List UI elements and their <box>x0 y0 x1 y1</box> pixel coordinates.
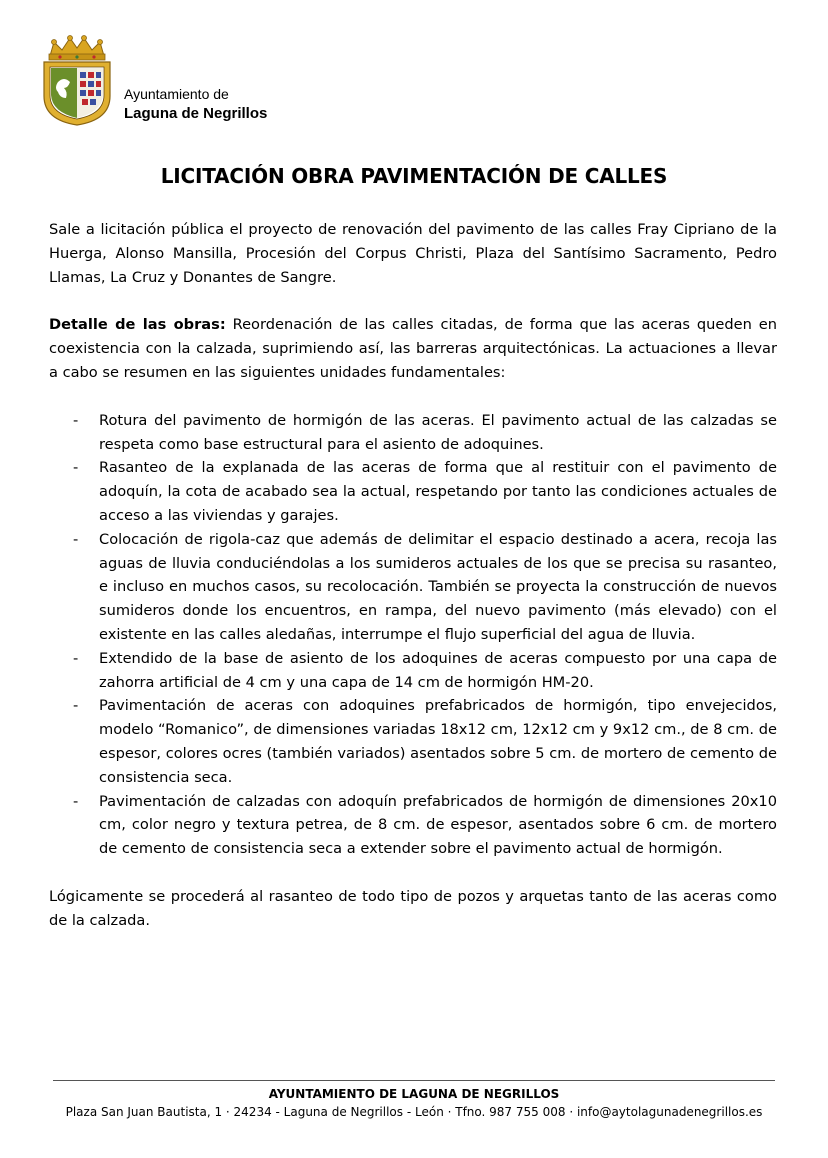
list-item-text: Pavimentación de calzadas con adoquín prefabricados de hormigón de dimensiones 20x10 cm, color negro y textura petrea, de 8 cm. de espesor, asentados sobre 6 cm. de mortero de cemento de consistencia seca a extender sobre el pavimento actual de hormigón. <box>99 792 777 858</box>
list-bullet: - <box>73 792 79 810</box>
list-bullet: - <box>73 459 79 477</box>
closing-paragraph: Lógicamente se procederá al rasanteo de todo tipo de pozos y arquetas tanto de las aceras como de la calzada. <box>49 887 777 929</box>
coat-of-arms-logo <box>40 34 114 126</box>
list-bullet: - <box>73 411 79 429</box>
detail-text: Reordenación de las calles citadas, de forma que las aceras queden en coexistencia con la calzada, suprimiendo así, las barreras arquitectónicas. La actuaciones a llevar a cabo se resumen en las siguientes unidades fundamentales: <box>49 316 777 381</box>
footer-divider <box>53 1080 775 1081</box>
list-item <box>49 409 777 457</box>
letterhead <box>40 34 440 129</box>
org-name-line1: Ayuntamiento de <box>124 86 229 102</box>
list-item <box>49 790 777 861</box>
intro-paragraph: Sale a licitación pública el proyecto de renovación del pavimento de las calles Fray Cipriano de la Huerga, Alonso Mansilla, Procesión del Corpus Christi, Plaza del Santísimo Sacramento, Pedro Llamas, La Cruz y Donantes de Sangre. <box>49 221 777 286</box>
list-bullet: - <box>73 697 79 715</box>
list-item-text: Rasanteo de la explanada de las aceras de forma que al restituir con el pavimento de adoquín, la cota de acabado sea la actual, respetando por tanto las condiciones actuales de acceso a las viviendas y garajes. <box>99 459 777 524</box>
footer-contact: Plaza San Juan Bautista, 1 · 24234 - Laguna de Negrillos - León · Tfno. 987 755 008 · info@aytolagunadenegrillos.es <box>65 1105 763 1119</box>
list-item-text: Rotura del pavimento de hormigón de las aceras. El pavimento actual de las calzadas se respeta como base estructural para el asiento de adoquines. <box>99 411 777 453</box>
page-footer <box>0 1085 828 1121</box>
list-item <box>49 647 777 695</box>
list-item-text: Extendido de la base de asiento de los adoquines de aceras compuesto por una capa de zahorra artificial de 4 cm y una capa de 14 cm de hormigón HM-20. <box>99 649 777 691</box>
list-item <box>49 528 777 647</box>
list-item-text: Pavimentación de aceras con adoquines prefabricados de hormigón, tipo envejecidos, modelo “Romanico”, de dimensiones variadas 18x12 cm, 12x12 cm y 9x12 cm., de 8 cm. de espesor, colores ocres (también variados) asentados sobre 5 cm. de mortero de cemento de consistencia seca. <box>99 697 777 786</box>
document-body <box>49 218 777 933</box>
document-title: LICITACIÓN OBRA PAVIMENTACIÓN DE CALLES <box>160 164 668 188</box>
list-item <box>49 456 777 527</box>
org-name-line2: Laguna de Negrillos <box>124 105 268 122</box>
detail-paragraph <box>49 313 777 384</box>
works-list <box>49 409 777 861</box>
list-item-text: Colocación de rigola-caz que además de delimitar el espacio destinado a acera, recoja las aguas de lluvia conduciéndolas a los sumideros actuales de los que se precisa su rasanteo, e incluso en muchos casos, su recolocación. También se proyecta la construcción de nuevos sumideros donde los encuentros, en rampa, del nuevo pavimento (más elevado) con el existente en las calles aledañas, interrumpe el flujo superficial del agua de lluvia. <box>99 530 777 643</box>
detail-lead: Detalle de las obras: <box>49 316 226 334</box>
list-bullet: - <box>73 649 79 667</box>
footer-org-name: AYUNTAMIENTO DE LAGUNA DE NEGRILLOS <box>268 1087 560 1101</box>
organization-name <box>124 84 267 124</box>
list-item <box>49 694 777 789</box>
list-bullet: - <box>73 530 79 548</box>
